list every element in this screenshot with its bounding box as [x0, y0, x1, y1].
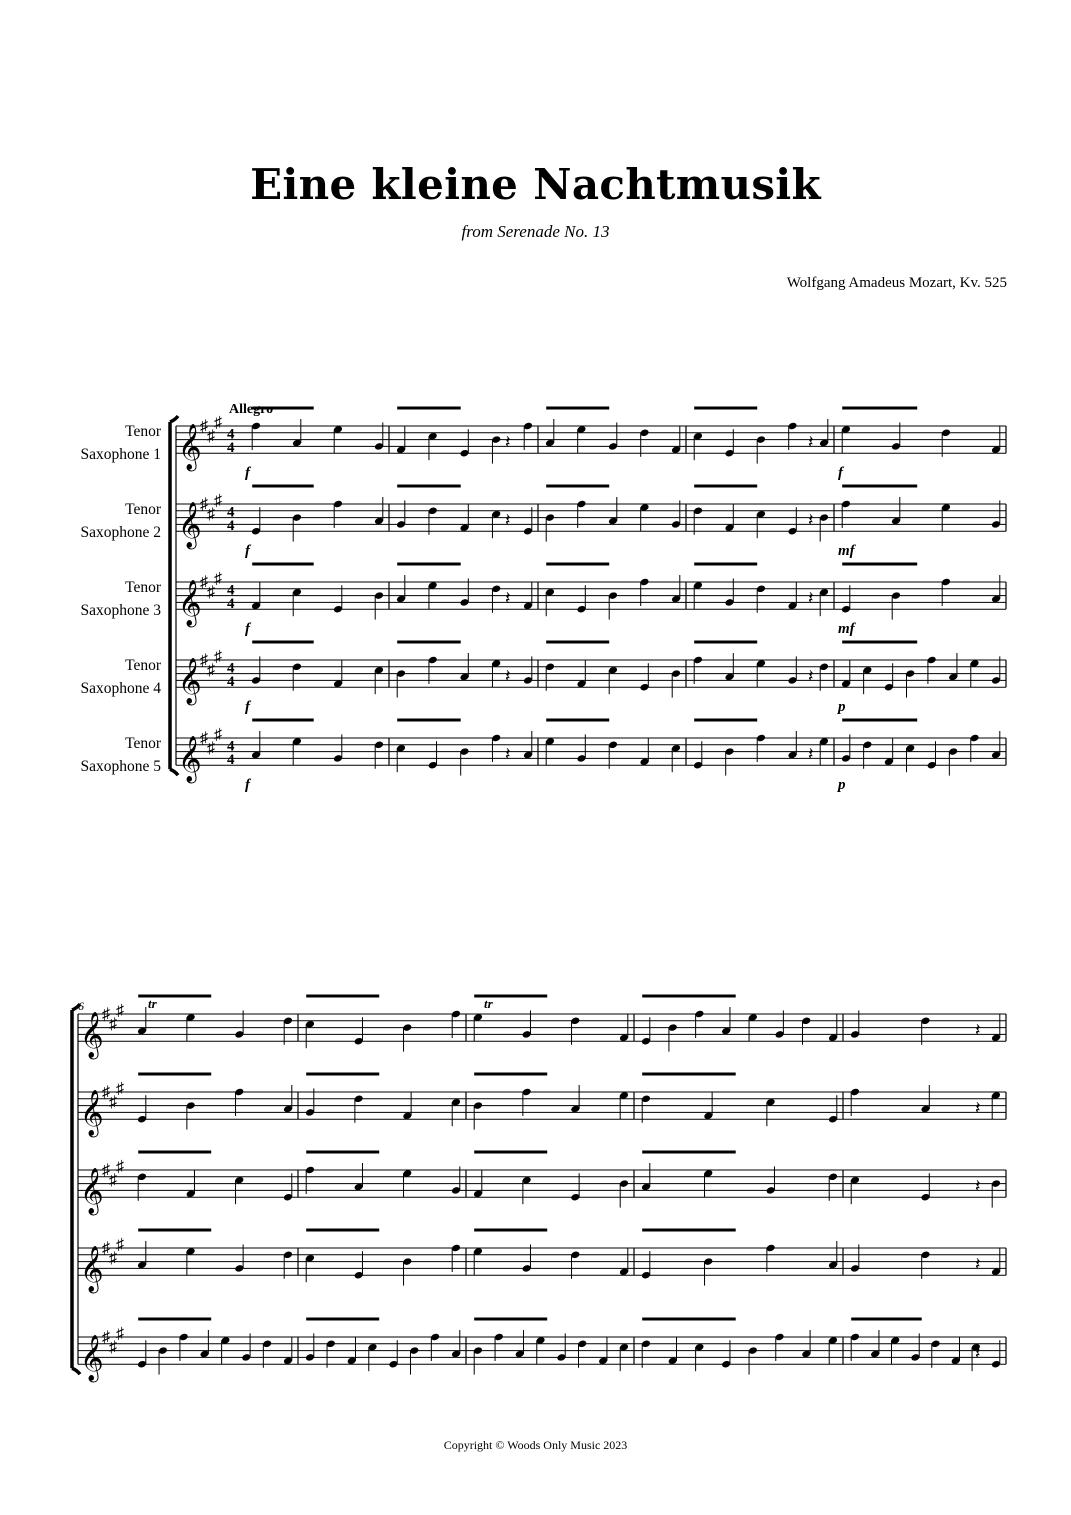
staff-3 [78, 1152, 1006, 1216]
sharp-sign: ♯ [200, 730, 208, 747]
dynamic-marking: p [838, 777, 846, 794]
dynamic-marking: f [838, 465, 843, 482]
sharp-sign: ♯ [116, 1325, 124, 1343]
measure-number: 6 [78, 999, 84, 1013]
sharp-sign: ♯ [214, 492, 222, 510]
sharp-sign: ♯ [207, 584, 215, 602]
quarter-rest: 𝄽 [975, 1175, 981, 1196]
page-title: Eine kleine Nachtmusik [250, 160, 821, 209]
time-signature-bottom: 4 [227, 440, 235, 457]
treble-clef: 𝄞 [80, 1246, 104, 1292]
treble-clef: 𝄞 [80, 1012, 104, 1058]
sharp-sign: ♯ [116, 1002, 124, 1020]
staff-3 [176, 564, 1006, 637]
sharp-sign: ♯ [207, 740, 215, 758]
sharp-sign: ♯ [116, 1080, 124, 1098]
dynamic-marking: mf [838, 543, 855, 560]
system-bracket [72, 1004, 80, 1374]
quarter-rest: 𝄽 [505, 743, 511, 764]
sharp-sign: ♯ [116, 1158, 124, 1176]
time-signature-bottom: 4 [227, 752, 235, 769]
system-1 [170, 408, 1006, 793]
treble-clef: 𝄞 [178, 658, 202, 704]
time-signature-top: 4 [227, 582, 235, 599]
quarter-rest: 𝄽 [808, 509, 814, 530]
copyright: Copyright © Woods Only Music 2023 [443, 1438, 628, 1452]
time-signature-top: 4 [227, 738, 235, 755]
sharp-sign: ♯ [109, 1016, 117, 1034]
sharp-sign: ♯ [116, 1236, 124, 1254]
trill-mark: tr [484, 996, 493, 1011]
sharp-sign: ♯ [214, 570, 222, 588]
treble-clef: 𝄞 [178, 736, 202, 782]
dynamic-marking: mf [838, 621, 855, 638]
quarter-rest: 𝄽 [808, 665, 814, 686]
sharp-sign: ♯ [109, 1250, 117, 1268]
quarter-rest: 𝄽 [975, 1019, 981, 1040]
quarter-rest: 𝄽 [808, 431, 814, 452]
sharp-sign: ♯ [214, 414, 222, 432]
treble-clef: 𝄞 [80, 1335, 104, 1381]
instrument-label-2: Tenor Saxophone 2 [80, 501, 161, 541]
instrument-label-3: Tenor Saxophone 3 [80, 579, 161, 619]
time-signature-top: 4 [227, 504, 235, 521]
sharp-sign: ♯ [109, 1339, 117, 1357]
sharp-sign: ♯ [207, 662, 215, 680]
time-signature-bottom: 4 [227, 674, 235, 691]
sharp-sign: ♯ [102, 1084, 110, 1101]
staff-4 [176, 642, 1006, 715]
sharp-sign: ♯ [207, 428, 215, 446]
staff-4 [78, 1230, 1006, 1294]
staff-2 [176, 486, 1006, 559]
treble-clef: 𝄞 [178, 502, 202, 548]
tempo-marking: Allegro [229, 402, 274, 417]
staff-1 [176, 408, 1006, 481]
dynamic-marking: f [245, 777, 250, 794]
time-signature-bottom: 4 [227, 596, 235, 613]
instrument-label-4: Tenor Saxophone 4 [80, 657, 161, 697]
dynamic-marking: p [838, 699, 846, 716]
time-signature-top: 4 [227, 426, 235, 443]
sharp-sign: ♯ [200, 418, 208, 435]
treble-clef: 𝄞 [178, 580, 202, 626]
quarter-rest: 𝄽 [505, 665, 511, 686]
sharp-sign: ♯ [207, 506, 215, 524]
sharp-sign: ♯ [200, 496, 208, 513]
quarter-rest: 𝄽 [975, 1097, 981, 1118]
quarter-rest: 𝄽 [975, 1253, 981, 1274]
dynamic-marking: f [245, 621, 250, 638]
dynamic-marking: f [245, 699, 250, 716]
quarter-rest: 𝄽 [808, 587, 814, 608]
quarter-rest: 𝄽 [808, 743, 814, 764]
staff-1 [78, 996, 1006, 1060]
sharp-sign: ♯ [102, 1006, 110, 1023]
quarter-rest: 𝄽 [505, 431, 511, 452]
sharp-sign: ♯ [102, 1162, 110, 1179]
sharp-sign: ♯ [214, 726, 222, 744]
dynamic-marking: f [245, 465, 250, 482]
time-signature-top: 4 [227, 660, 235, 677]
quarter-rest: 𝄽 [505, 509, 511, 530]
sharp-sign: ♯ [214, 648, 222, 666]
sharp-sign: ♯ [102, 1329, 110, 1346]
time-signature-bottom: 4 [227, 518, 235, 535]
sharp-sign: ♯ [200, 652, 208, 669]
dynamic-marking: f [245, 543, 250, 560]
staff-5 [176, 720, 1006, 793]
sharp-sign: ♯ [109, 1172, 117, 1190]
instrument-label-1: Tenor Saxophone 1 [80, 423, 161, 463]
treble-clef: 𝄞 [80, 1090, 104, 1136]
treble-clef: 𝄞 [80, 1168, 104, 1214]
instrument-label-5: Tenor Saxophone 5 [80, 735, 161, 775]
quarter-rest: 𝄽 [975, 1342, 981, 1363]
composer: Wolfgang Amadeus Mozart, Kv. 525 [786, 275, 1007, 291]
subtitle: from Serenade No. 13 [461, 222, 610, 241]
treble-clef: 𝄞 [178, 424, 202, 470]
trill-mark: tr [148, 996, 157, 1011]
staff-2 [78, 1074, 1006, 1138]
staff-5 [78, 1319, 1006, 1383]
sharp-sign: ♯ [109, 1094, 117, 1112]
quarter-rest: 𝄽 [505, 587, 511, 608]
sharp-sign: ♯ [102, 1240, 110, 1257]
sharp-sign: ♯ [200, 574, 208, 591]
system-2 [72, 996, 1006, 1383]
